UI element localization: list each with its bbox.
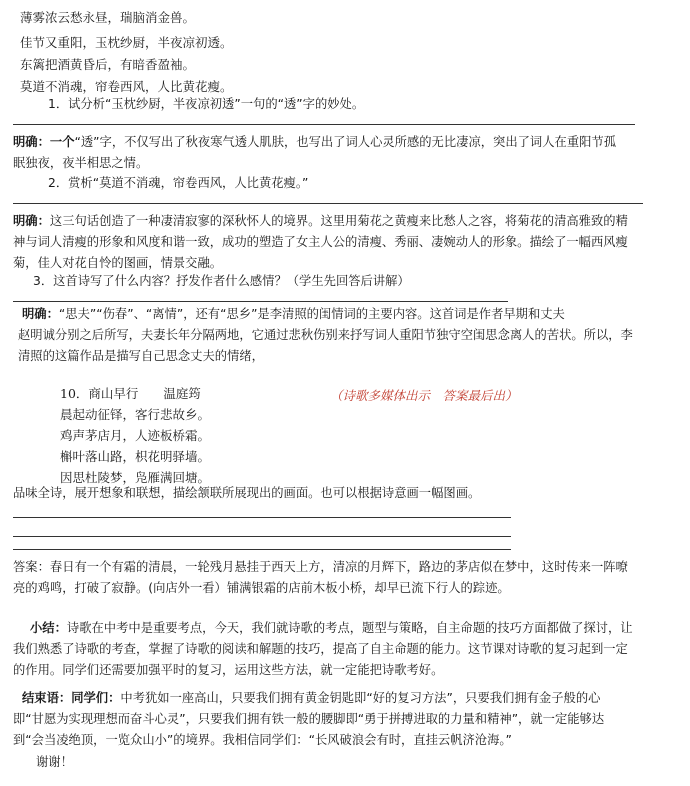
- summary-line-2: 我们熟悉了诗歌的考查，掌握了诗歌的阅读和解题的技巧，提高了自主命题的能力。这节课对诗歌的复习起到一定: [13, 642, 628, 656]
- poem-line: 东篱把酒黄昏后，有暗香盈袖。: [20, 57, 196, 72]
- answer-2-line-2: 神与词人清瘦的形象和风度和谐一致，成功的塑造了女主人公的清瘦、秀丽、凄婉动人的形象。描绘了一幅西风瘦: [13, 235, 628, 249]
- poem-line: 因思杜陵梦，凫雁满回塘。: [60, 470, 211, 485]
- answer-rule: [13, 549, 511, 550]
- answer-label: 明确：: [13, 214, 50, 228]
- question-1: 1．试分析“玉枕纱厨，半夜凉初透”一句的“透”字的妙处。: [48, 97, 365, 111]
- poem-line: 槲叶落山路，枳花明驿墙。: [60, 449, 211, 464]
- poem-line: 莫道不消魂，帘卷西风，人比黄花瘦。: [20, 79, 233, 94]
- summary-label: 小结：: [30, 621, 67, 635]
- answer-line-2: 亮的鸡鸣，打破了寂静。(向店外一看）铺满银霜的店前木板小桥，却早已流下行人的踪迹。: [13, 581, 510, 595]
- answer-3-line-3: 清照的这篇作品是描写自己思念丈夫的情绪，: [18, 349, 264, 363]
- poem-line: 鸡声茅店月，人迹板桥霜。: [60, 428, 211, 443]
- answer-text: “思夫”“伤春”、“离情”，还有“思乡”是李清照的闺情词的主要内容。这首词是作者早期和丈夫: [58, 307, 565, 321]
- closing-thanks: 谢谢！: [36, 755, 73, 769]
- multimedia-note: （诗歌多媒体出示 答案最后出）: [330, 388, 518, 403]
- closing-label: 结束语：同学们：: [22, 691, 121, 705]
- answer-label: 明确：一个: [13, 135, 75, 149]
- answer-3-line-2: 赵明诚分别之后所写，夫妻长年分隔两地，它通过悲秋伤别来抒写词人重阳节独守空闺思念离人的苦状。所以，李: [18, 328, 633, 342]
- answer-rule: [13, 124, 635, 125]
- closing-line-1: [22, 688, 600, 709]
- task-prompt: 品味全诗，展开想象和联想，描绘颔联所展现出的画面。也可以根据诗意画一幅图画。: [13, 486, 481, 500]
- answer-text: 这三句话创造了一种凄清寂寥的深秋怀人的境界。这里用菊花之黄瘦来比愁人之容，将菊花的清高雅致的精: [49, 214, 628, 228]
- closing-line-2: 即“甘愿为实现理想而奋斗心灵”，只要我们拥有铁一般的腰脚即“勇于拼搏进取的力量和精神”，就一定能够达: [13, 712, 605, 726]
- poem-title: 10．商山早行 温庭筠: [60, 386, 201, 401]
- poem-line: 薄雾浓云愁永昼，瑞脑消金兽。: [20, 10, 196, 25]
- poem-line: 晨起动征铎，客行悲故乡。: [60, 407, 211, 422]
- closing-text: 中考犹如一座高山，只要我们拥有黄金钥匙即“好的复习方法”，只要我们拥有金子般的心: [120, 691, 601, 705]
- answer-1-line-2: 眠独夜，夜半相思之情。: [13, 156, 149, 170]
- answer-1-line-1: [13, 132, 616, 153]
- question-3: 3．这首诗写了什么内容？抒发作者什么感情？（学生先回答后讲解）: [33, 274, 410, 288]
- summary-line-1: [30, 618, 633, 639]
- answer-label: 明确：: [22, 307, 59, 321]
- summary-line-3: 的作用。同学们还需要加强平时的复习，运用这些方法，就一定能把诗歌考好。: [13, 663, 444, 677]
- poem-line: 佳节又重阳，玉枕纱厨，半夜凉初透。: [20, 35, 233, 50]
- answer-rule: [13, 203, 643, 204]
- answer-rule: [13, 517, 511, 518]
- answer-rule: [13, 536, 511, 537]
- answer-3-line-1: [22, 304, 565, 325]
- answer-line-1: 答案：春日有一个有霜的清晨，一轮残月悬挂于西天上方，清凉的月辉下，路边的茅店似在梦中，这时传来一阵嘹: [13, 560, 628, 574]
- summary-text: 诗歌在中考中是重要考点，今天，我们就诗歌的考点，题型与策略，自主命题的技巧方面都做了探讨，让: [66, 621, 633, 635]
- question-2: 2．赏析“莫道不消魂，帘卷西风，人比黄花瘦。”: [48, 176, 309, 190]
- answer-2-line-1: [13, 211, 628, 232]
- answer-rule: [13, 301, 508, 302]
- closing-line-3: 到“会当凌绝顶，一览众山小”的境界。我相信同学们：“长风破浪会有时，直挂云帆济沧海。”: [13, 733, 512, 747]
- answer-text: “透”字，不仅写出了秋夜寒气透人肌肤，也写出了词人心灵所感的无比凄凉，突出了词人在重阳节孤: [74, 135, 617, 149]
- answer-2-line-3: 菊，佳人对花自怜的图画，情景交融。: [13, 256, 223, 270]
